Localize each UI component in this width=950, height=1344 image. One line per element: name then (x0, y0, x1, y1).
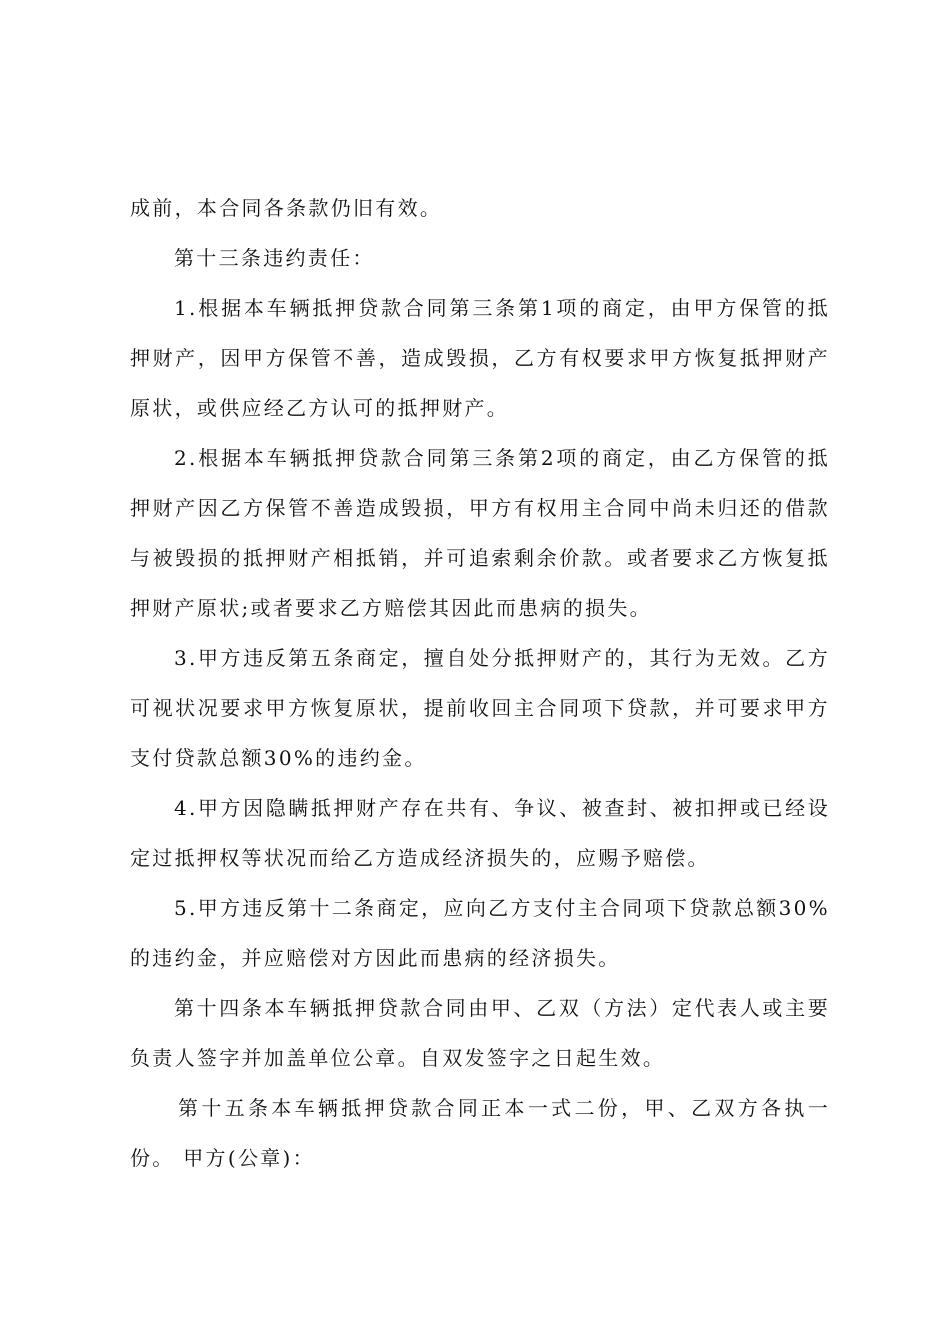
article-15: 第十五条本车辆抵押贷款合同正本一式二份，甲、乙双方各执一份。 甲方(公章)： (130, 1096, 830, 1170)
article-13-heading: 第十三条违约责任： (174, 246, 375, 270)
clause-13-4: 4.甲方因隐瞒抵押财产存在共有、争议、被查封、被扣押或已经设定过抵押权等状况而给乙方造成经济损失的，应赐予赔偿。 (130, 796, 830, 870)
clause-13-3: 3.甲方违反第五条商定，擅自处分抵押财产的，其行为无效。乙方可视状况要求甲方恢复原状，提前收回主合同项下贷款，并可要求甲方支付贷款总额30%的违约金。 (130, 646, 830, 770)
paragraph-continuation: 成前，本合同各条款仍旧有效。 (130, 196, 443, 220)
clause-13-1: 1.根据本车辆抵押贷款合同第三条第1项的商定，由甲方保管的抵押财产，因甲方保管不善，造成毁损，乙方有权要求甲方恢复抵押财产原状，或供应经乙方认可的抵押财产。 (130, 296, 830, 420)
clause-13-2: 2.根据本车辆抵押贷款合同第三条第2项的商定，由乙方保管的抵押财产因乙方保管不善造成毁损，甲方有权用主合同中尚未归还的借款与被毁损的抵押财产相抵销，并可追索剩余价款。或者要求乙方恢复抵押财产原状;或者要求乙方赔偿其因此而患病的损失。 (130, 446, 830, 620)
clause-13-5: 5.甲方违反第十二条商定，应向乙方支付主合同项下贷款总额30%的违约金，并应赔偿对方因此而患病的经济损失。 (130, 896, 830, 970)
article-14: 第十四条本车辆抵押贷款合同由甲、乙双（方法）定代表人或主要负责人签字并加盖单位公章。自双发签字之日起生效。 (130, 996, 830, 1070)
